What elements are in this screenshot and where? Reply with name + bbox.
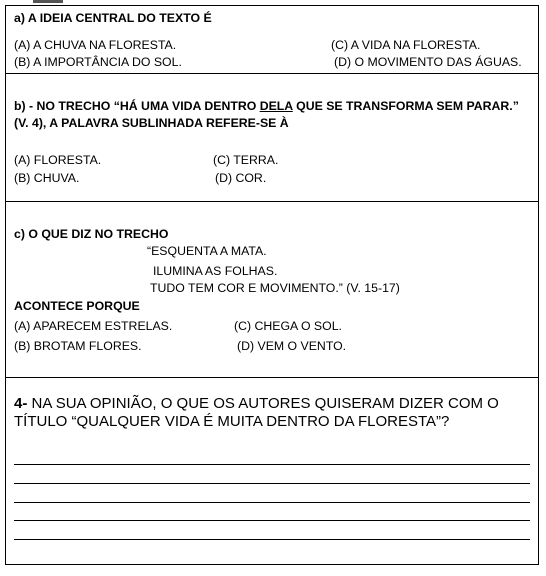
question-b-option-b: (B) CHUVA. <box>14 171 80 185</box>
question-a <box>6 6 538 74</box>
question-a-option-d: (D) O MOVIMENTO DAS ÁGUAS. <box>334 55 522 69</box>
question-b-option-c: (C) TERRA. <box>213 153 279 167</box>
question-4 <box>6 377 538 566</box>
answer-line[interactable] <box>14 464 530 465</box>
answer-line[interactable] <box>14 539 530 540</box>
question-number: 4- <box>14 395 28 412</box>
underlined-word: DELA <box>259 99 293 113</box>
question-b-option-d: (D) COR. <box>215 171 267 185</box>
quote-line-1: “ESQUENTA A MATA. <box>147 244 267 258</box>
question-b-title-start: b) - NO TRECHO “HÁ UMA VIDA DENTRO <box>14 99 260 113</box>
question-c-subtitle: ACONTECE PORQUE <box>14 299 140 313</box>
question-b-title-line2: (V. 4), A PALAVRA SUBLINHADA REFERE-SE À <box>14 116 289 130</box>
answer-line[interactable] <box>14 483 530 484</box>
question-b-title-end: QUE SE TRANSFORMA SEM PARAR.” <box>292 99 519 113</box>
question-a-option-c: (C) A VIDA NA FLORESTA. <box>331 38 481 52</box>
worksheet-frame <box>5 5 539 565</box>
question-a-option-a: (A) A CHUVA NA FLORESTA. <box>14 38 177 52</box>
quote-line-2: ILUMINA AS FOLHAS. <box>153 264 278 278</box>
quote-line-3: TUDO TEM COR E MOVIMENTO.” (V. 15-17) <box>150 281 400 295</box>
question-b-option-a: (A) FLORESTA. <box>14 153 102 167</box>
question-c-option-d: (D) VEM O VENTO. <box>237 339 347 353</box>
question-b-title <box>14 99 519 113</box>
top-edge-mark <box>33 0 63 3</box>
question-4-line1 <box>14 395 499 413</box>
question-b <box>6 73 538 202</box>
question-4-line2: TÍTULO “QUALQUER VIDA É MUITA DENTRO DA FLORESTA”? <box>14 413 450 430</box>
question-c-option-b: (B) BROTAM FLORES. <box>14 339 142 353</box>
question-c-option-a: (A) APARECEM ESTRELAS. <box>14 319 173 333</box>
question-a-title: a) A IDEIA CENTRAL DO TEXTO É <box>14 11 212 25</box>
answer-line[interactable] <box>14 520 530 521</box>
question-c-option-c: (C) CHEGA O SOL. <box>234 319 342 333</box>
question-4-text-line1: NA SUA OPINIÃO, O QUE OS AUTORES QUISERAM DIZER COM O <box>31 395 499 412</box>
answer-line[interactable] <box>14 502 530 503</box>
question-c-title: c) O QUE DIZ NO TRECHO <box>14 227 169 241</box>
question-a-option-b: (B) A IMPORTÂNCIA DO SOL. <box>14 55 182 69</box>
question-c <box>6 201 538 378</box>
